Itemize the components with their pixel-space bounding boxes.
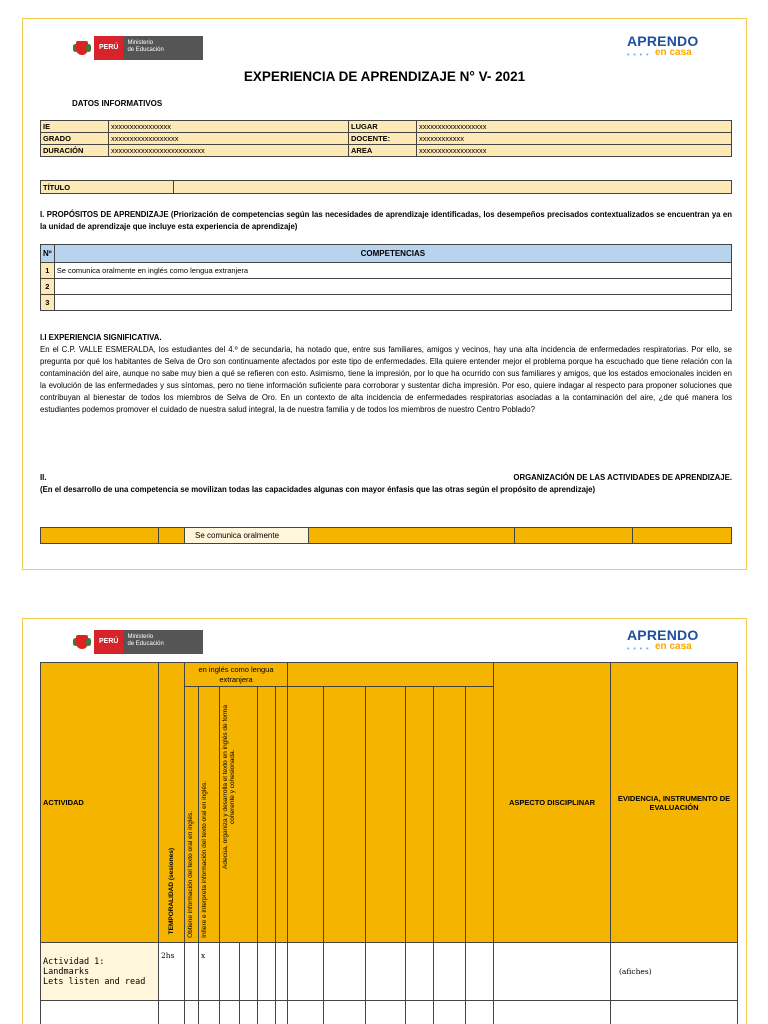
ministerio-label: Ministerio de Educación	[123, 630, 203, 654]
experiencia-text: En el C.P. VALLE ESMERALDA, los estudiantes del 4.º de secundaria, ha notado que, entre sus familiares, amigos y vecinos, hay una alta incidencia de enfermedades respiratorias. Por ello, se pregunta por qué los habitantes de Selva de Oro son continuamente afectados por este tipo de enfermedades. Ella quiere entender mejor el problema porque ha escuchado que tiene relación con la contaminación del aire, aunque no sabe muy bien a qué se refieren con esto. Asimismo, tiene la impresión, por lo que ha ocurrido con sus familiares y amigos, que los estados emocionales inciden en la evolución de las enfermedades y sus síntomas, pero no tiene información suficiente para corroborar y sustentar dicha impresión. Por eso, quiere indagar al respecto para proponer soluciones que contribuyan al bienestar de todos los miembros de Selva de Oro. En un contexto de alta incidencia de enfermedades respiratorias asociadas a la contaminación del aire, ¿de qué manera los estudiantes podemos promover el cuidado de nuestra salud integral, la de nuestra familia y de todos los miembros de nuestro Centro Poblado?	[40, 345, 732, 414]
peru-label: PERÚ	[94, 36, 123, 60]
table-row: GRADO xxxxxxxxxxxxxxxxxx DOCENTE: xxxxxxxxxxxx	[41, 133, 732, 145]
aspecto-disciplinar-header: ASPECTO DISCIPLINAR	[494, 663, 611, 943]
minedu-logo	[73, 630, 203, 654]
evidencia-cell: (afiches)	[611, 943, 738, 1001]
org-competencia-cell: Se comunica oralmente	[185, 528, 309, 544]
competencias-header: COMPETENCIAS	[54, 245, 731, 263]
section-2-heading: II. ORGANIZACIÓN DE LAS ACTIVIDADES DE APRENDIZAJE.	[40, 473, 732, 482]
table-row: IE xxxxxxxxxxxxxxxx LUGAR xxxxxxxxxxxxxxxxxx	[41, 121, 732, 133]
experiencia-heading: I.I EXPERIENCIA SIGNIFICATIVA.	[40, 333, 162, 342]
organizacion-row	[40, 527, 732, 544]
section-1-heading: I. PROPÓSITOS DE APRENDIZAJE (Priorización de competencias según las necesidades de aprendizaje identificadas, los desempeños precisados contextualizados se encuentran ya en la unidad de aprendizaje que incluye esta experiencia de aprendizaje)	[40, 210, 732, 231]
document-page-2	[22, 618, 747, 1024]
actividades-table	[40, 662, 738, 1024]
document-page-1	[22, 18, 747, 570]
competencias-table	[40, 244, 732, 311]
aprendo-en-casa-logo: APRENDO • • • • en casa	[627, 627, 699, 653]
temporalidad-cell: 2hs	[159, 943, 185, 1001]
mark-cell: x	[199, 943, 220, 1001]
table-row: DURACIÓN xxxxxxxxxxxxxxxxxxxxxxxxx AREA xxxxxxxxxxxxxxxxxx	[41, 145, 732, 157]
evidencia-header: EVIDENCIA, INSTRUMENTO DE EVALUACIÓN	[611, 663, 738, 943]
aprendo-en-casa-logo: APRENDO • • • • en casa	[627, 33, 699, 59]
actividad-1-cell: Actividad 1: Landmarks Lets listen and read	[41, 943, 159, 1001]
competencia-header-cont: en inglés como lengua extranjera	[185, 663, 288, 687]
titulo-label: TÍTULO	[41, 181, 174, 194]
datos-informativos-table	[40, 120, 732, 157]
actividad-header: ACTIVIDAD	[41, 663, 159, 943]
peru-coat-of-arms-icon	[73, 632, 91, 652]
section-2-text: (En el desarrollo de una competencia se movilizan todas las capacidades algunas con mayor énfasis que las otras según el propósito de aprendizaje)	[40, 485, 596, 494]
temporalidad-header: TEMPORALIDAD (sesiones)	[159, 663, 185, 943]
minedu-logo	[73, 36, 203, 60]
capacidad-2-header: Infiere e interpreta información del texto oral en inglés.	[199, 687, 220, 943]
titulo-table	[40, 180, 732, 194]
document-title: EXPERIENCIA DE APRENDIZAJE N° V- 2021	[243, 69, 526, 84]
table-row: 2	[41, 279, 732, 295]
num-header: Nº	[41, 245, 55, 263]
ministerio-label: Ministerio de Educación	[123, 36, 203, 60]
capacidad-1-header: Obtiene información del texto oral en inglés.	[185, 687, 199, 943]
peru-label: PERÚ	[94, 630, 123, 654]
peru-coat-of-arms-icon	[73, 38, 91, 58]
table-row	[41, 943, 738, 1001]
table-row: 1 Se comunica oralmente en inglés como lengua extranjera	[41, 263, 732, 279]
datos-informativos-heading: DATOS INFORMATIVOS	[72, 99, 163, 108]
capacidad-3-header: Adecúa, organiza y desarrolla el texto en inglés de forma coherente y cohesionada.	[220, 687, 258, 943]
titulo-value	[174, 181, 732, 194]
table-row: 3	[41, 295, 732, 311]
